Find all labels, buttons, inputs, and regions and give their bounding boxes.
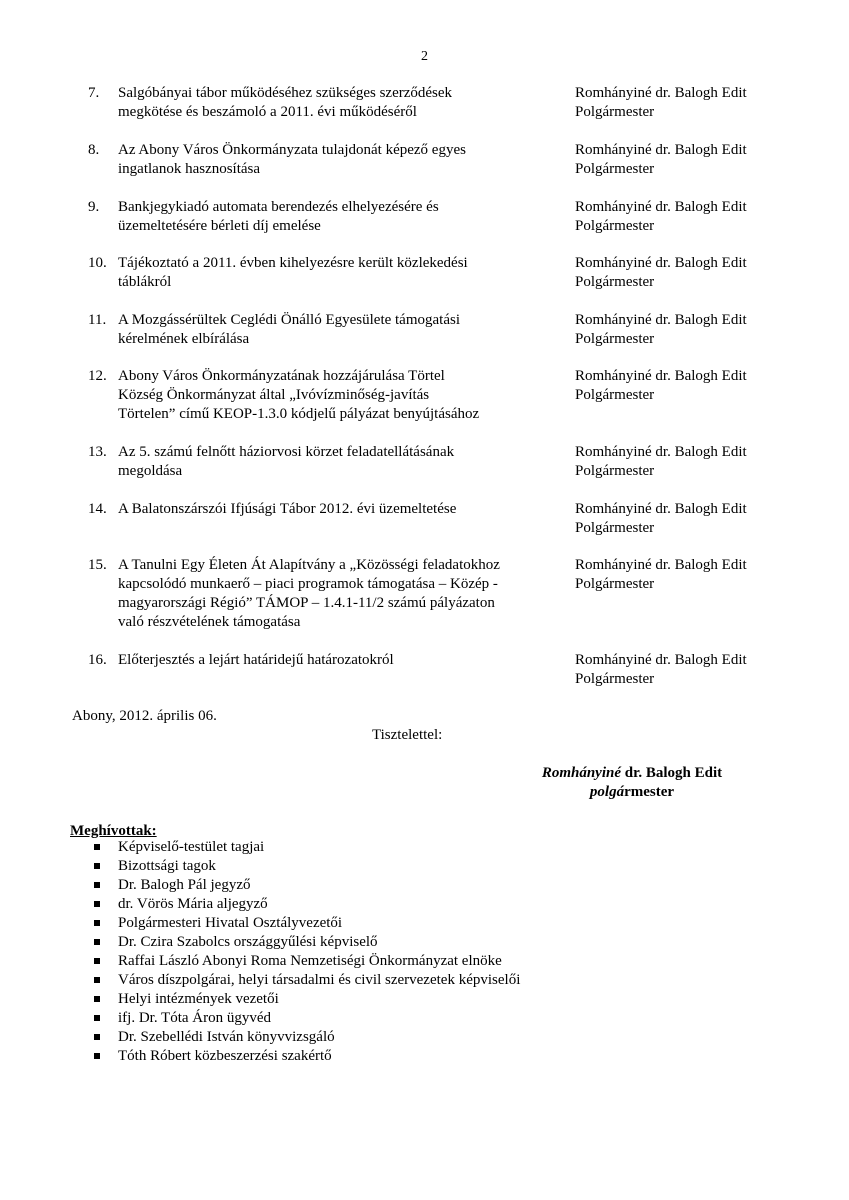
closing-regards: Tisztelettel: [372,727,443,743]
agenda-item-presenter: Romhányiné dr. Balogh Edit Polgármester [575,444,747,479]
agenda-item [88,500,778,536]
agenda-item-title: Az Abony Város Önkormányzata tulajdonát képező egyes ingatlanok hasznosítása [118,142,466,177]
agenda-item-presenter: Romhányiné dr. Balogh Edit Polgármester [575,312,747,347]
invited-list [94,838,520,1066]
agenda-item-title: Bankjegykiadó automata berendezés elhelyezésére és üzemeltetésére bérleti díj emelése [118,199,439,234]
agenda-item-number: 10. [88,255,107,271]
agenda-item-title: A Mozgássérültek Ceglédi Önálló Egyesülete támogatási kérelmének elbírálása [118,312,460,347]
agenda-item-presenter: Romhányiné dr. Balogh Edit Polgármester [575,142,747,177]
agenda-item-presenter: Romhányiné dr. Balogh Edit Polgármester [575,85,747,120]
agenda-item-number: 8. [88,142,100,158]
agenda-item [88,651,778,687]
agenda-item-title: Előterjesztés a lejárt határidejű határozatokról [118,652,394,668]
signatory-name-rest: dr. Balogh Edit [621,765,723,781]
agenda-item-presenter: Romhányiné dr. Balogh Edit Polgármester [575,652,747,687]
invited-list-item: Polgármesteri Hivatal Osztályvezetői [94,914,520,933]
agenda-item-number: 15. [88,557,107,573]
agenda-item-title: Tájékoztató a 2011. évben kihelyezésre került közlekedési táblákról [118,255,468,290]
agenda-item-presenter: Romhányiné dr. Balogh Edit Polgármester [575,368,747,403]
place-and-date: Abony, 2012. április 06. [72,708,217,724]
invited-list-item: dr. Vörös Mária aljegyző [94,895,520,914]
agenda-item-title: Az 5. számú felnőtt háziorvosi körzet feladatellátásának megoldása [118,444,455,479]
agenda-item-number: 13. [88,444,107,460]
agenda-item [88,443,778,481]
agenda-item-presenter: Romhányiné dr. Balogh Edit Polgármester [575,501,747,536]
invited-list-item: Dr. Balogh Pál jegyző [94,876,520,895]
signatory-role-rest: rmester [624,784,675,800]
agenda-item-number: 12. [88,368,107,384]
agenda-item [88,198,778,236]
agenda-item-presenter: Romhányiné dr. Balogh Edit Polgármester [575,199,747,234]
agenda-item [88,84,778,122]
invited-list-item: Dr. Czira Szabolcs országgyűlési képviselő [94,933,520,952]
agenda-item-presenter: Romhányiné dr. Balogh Edit Polgármester [575,557,747,592]
invited-list-item: Raffai László Abonyi Roma Nemzetiségi Önkormányzat elnöke [94,952,520,971]
agenda-item [88,311,778,349]
agenda-item [88,556,778,632]
signatory-role [532,783,732,802]
agenda-item-number: 16. [88,652,107,668]
signature-block [532,764,732,802]
invited-list-item: Tóth Róbert közbeszerzési szakértő [94,1047,520,1066]
signatory-name [532,764,732,783]
agenda-item-number: 14. [88,501,107,517]
agenda-item-number: 11. [88,312,107,328]
agenda-item [88,367,778,424]
signatory-role-italic: polgá [589,784,625,800]
invited-list-item: Bizottsági tagok [94,857,520,876]
invited-heading: Meghívottak: [70,823,157,839]
invited-list-item: Képviselő-testület tagjai [94,838,520,857]
agenda-item-title: A Tanulni Egy Életen Át Alapítvány a „Közösségi feladatokhoz kapcsolódó munkaerő – piaci programok támogatása – Közép - magyarországi Régió” TÁMOP – 1.4.1-11/2 számú pályázaton való részvételének támogatása [118,557,500,630]
signatory-name-italic: Romhányiné [541,765,622,781]
agenda-item-title: Salgóbányai tábor működéséhez szükséges szerződések megkötése és beszámoló a 2011. évi működéséről [118,85,453,120]
agenda-item [88,254,778,292]
agenda-item-presenter: Romhányiné dr. Balogh Edit Polgármester [575,255,747,290]
invited-list-item: Dr. Szebellédi István könyvvizsgáló [94,1028,520,1047]
agenda-item-title: Abony Város Önkormányzatának hozzájárulása Törtel Község Önkormányzat által „Ivóvízminőség-javítás Törtelen” című KEOP-1.3.0 kódjelű pályázat benyújtásához [118,368,480,422]
agenda-item-number: 9. [88,199,100,215]
agenda-item [88,141,778,179]
agenda-item-title: A Balatonszárszói Ifjúsági Tábor 2012. évi üzemeltetése [118,501,457,517]
invited-list-item: ifj. Dr. Tóta Áron ügyvéd [94,1009,520,1028]
invited-list-item: Helyi intézmények vezetői [94,990,520,1009]
agenda-item-number: 7. [88,85,100,101]
page-number: 2 [421,49,428,64]
invited-list-item: Város díszpolgárai, helyi társadalmi és civil szervezetek képviselői [94,971,520,990]
